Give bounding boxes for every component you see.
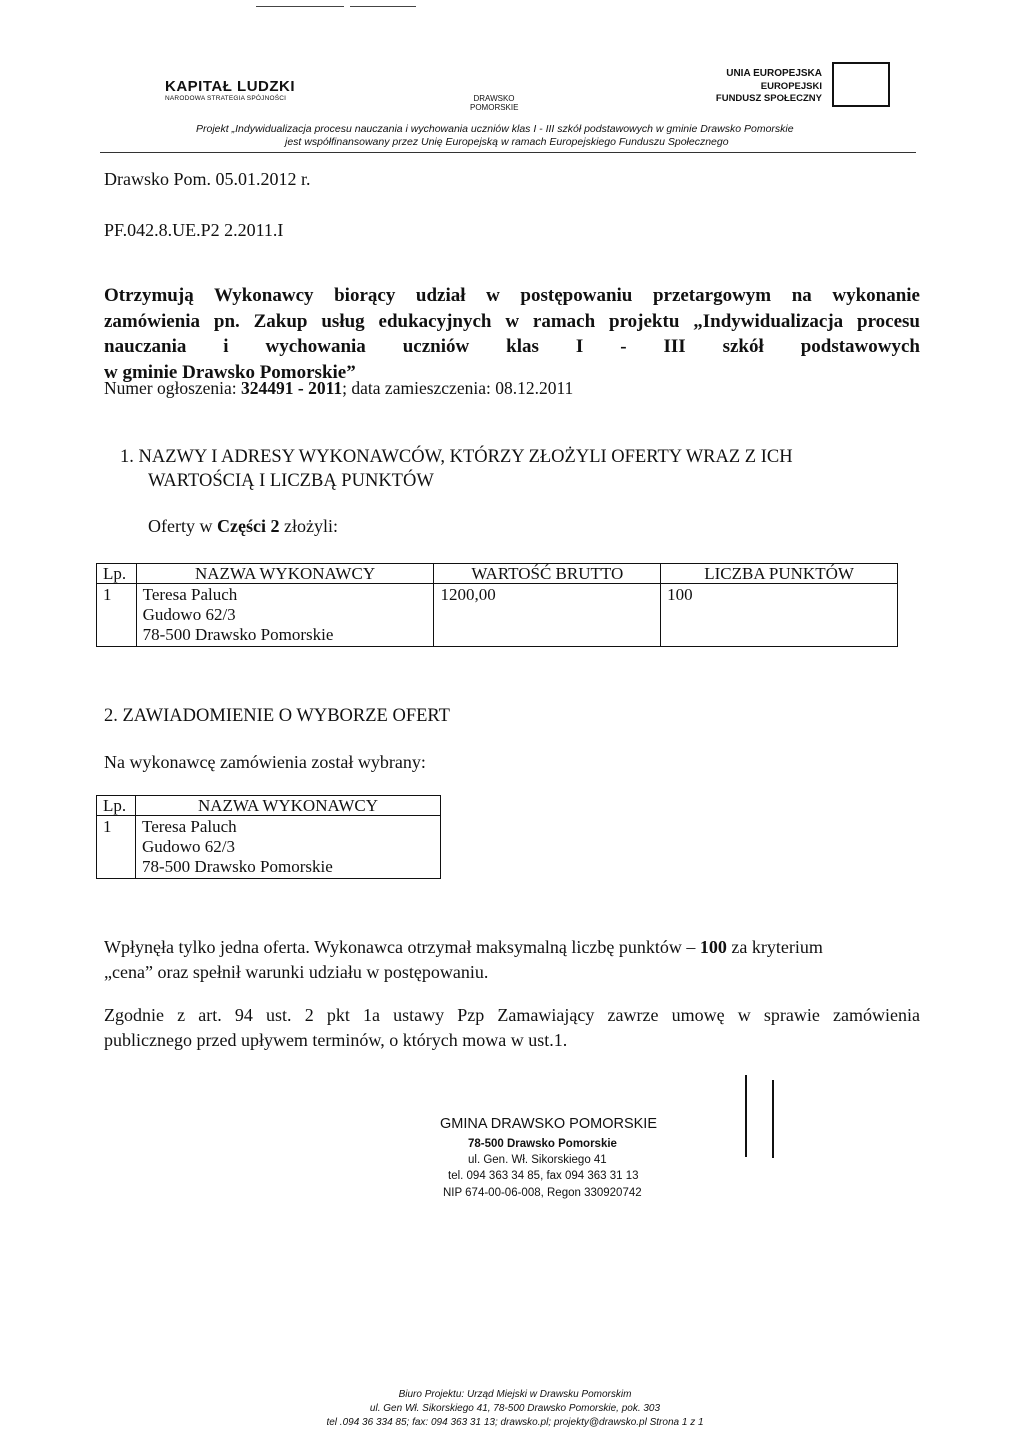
stamp-line4: tel. 094 363 34 85, fax 094 363 31 13	[448, 1170, 639, 1182]
drawsko-logo-line1: DRAWSKO	[473, 94, 515, 103]
selected-label: Na wykonawcę zamówienia został wybrany:	[104, 752, 426, 772]
conclusion-p1-line1	[104, 935, 823, 959]
contractor-address1: Gudowo 62/3	[142, 605, 236, 624]
intro-line3: nauczania i wychowania uczniów klas I - III szkół podstawowych	[104, 336, 920, 357]
offers-table	[96, 563, 898, 647]
col-header-name: NAZWA WYKONAWCY	[136, 796, 441, 816]
footer-line2: ul. Gen Wł. Sikorskiego 41, 78-500 Drawsko Pomorskie, pok. 303	[369, 1403, 661, 1414]
contractor-name: Teresa Paluch	[142, 585, 238, 604]
selected-table	[96, 795, 441, 879]
offers-part: Części 2	[216, 516, 280, 536]
date-place: Drawsko Pom. 05.01.2012 r.	[104, 169, 311, 189]
cell-lp: 1	[97, 584, 137, 647]
conclusion-p1-line2: „cena” oraz spełnił warunki udziału w postępowaniu.	[104, 962, 489, 982]
notice-info	[104, 376, 573, 400]
cell-name	[136, 584, 434, 647]
stamp-line3: ul. Gen. Wł. Sikorskiego 41	[468, 1154, 607, 1166]
header-divider	[100, 152, 916, 153]
scan-line	[350, 6, 416, 7]
notice-number: 324491 - 2011	[241, 378, 343, 398]
table-row	[97, 584, 898, 647]
offers-suffix: złożyli:	[279, 516, 338, 536]
cell-name	[136, 816, 441, 879]
notice-suffix: ; data zamieszczenia: 08.12.2011	[342, 378, 574, 398]
table-row	[97, 816, 441, 879]
drawsko-logo-line2: POMORSKIE	[470, 103, 519, 112]
project-info-line2: jest współfinansowany przez Unię Europejską w ramach Europejskiego Funduszu Społecznego	[285, 136, 729, 148]
intro-line4: w gminie Drawsko Pomorskie”	[104, 362, 356, 383]
scan-line	[256, 6, 344, 7]
stamp-line2: 78-500 Drawsko Pomorskie	[468, 1138, 617, 1150]
footer-line1: Biuro Projektu: Urząd Miejski w Drawsku Pomorskim	[398, 1389, 632, 1400]
conclusion-p2-line2: publicznego przed upływem terminów, o których mowa w ust.1.	[104, 1030, 568, 1050]
col-header-value: WARTOŚĆ BRUTTO	[434, 564, 661, 584]
notice-prefix: Numer ogłoszenia:	[104, 378, 242, 398]
intro-line2: zamówienia pn. Zakup usług edukacyjnych w ramach projektu „Indywidualizacja procesu	[104, 311, 920, 332]
kapital-ludzki-logo-title: KAPITAŁ LUDZKI	[165, 78, 296, 95]
conclusion-points: 100	[699, 937, 727, 957]
col-header-lp: Lp.	[97, 564, 137, 584]
kapital-ludzki-logo-subtitle: NARODOWA STRATEGIA SPÓJNOŚCI	[165, 95, 287, 102]
eu-flag-icon	[832, 62, 890, 107]
offers-prefix: Oferty w	[148, 516, 217, 536]
eu-logo-line1: UNIA EUROPEJSKA	[726, 68, 822, 79]
intro-line1: Otrzymują Wykonawcy biorący udział w postępowaniu przetargowym na wykonanie	[104, 285, 920, 306]
contractor-address2: 78-500 Drawsko Pomorskie	[142, 625, 334, 644]
cell-points: 100	[661, 584, 898, 647]
contractor-address2: 78-500 Drawsko Pomorskie	[142, 857, 333, 876]
project-info-line1: Projekt „Indywidualizacja procesu nauczania i wychowania uczniów klas I - III szkół podstawowych w gminie Drawsko Pomorskie	[196, 123, 794, 135]
cell-value: 1200,00	[434, 584, 661, 647]
section2-heading: 2. ZAWIADOMIENIE O WYBORZE OFERT	[104, 706, 450, 726]
col-header-lp: Lp.	[97, 796, 136, 816]
conclusion-p2-line1: Zgodnie z art. 94 ust. 2 pkt 1a ustawy Pzp Zamawiający zawrze umowę w sprawie zamówienia	[104, 1005, 920, 1025]
stamp-line5: NIP 674-00-06-008, Regon 330920742	[443, 1187, 642, 1199]
footer-page-number: Strona 1 z 1	[646, 1417, 704, 1428]
contractor-address1: Gudowo 62/3	[142, 837, 236, 856]
offers-label	[148, 514, 338, 538]
conclusion-prefix: Wpłynęła tylko jedna oferta. Wykonawca otrzymał maksymalną liczbę punktów –	[104, 937, 700, 957]
section1-heading-line1: 1. NAZWY I ADRESY WYKONAWCÓW, KTÓRZY ZŁOŻYLI OFERTY WRAZ Z ICH	[120, 447, 793, 467]
cell-lp: 1	[97, 816, 136, 879]
contractor-name: Teresa Paluch	[142, 817, 237, 836]
table-header-row	[97, 564, 898, 584]
eu-logo-line3: FUNDUSZ SPOŁECZNY	[715, 93, 822, 104]
eu-logo-line2: EUROPEJSKI	[760, 81, 822, 92]
table-header-row	[97, 796, 441, 816]
conclusion-suffix: za kryterium	[726, 937, 823, 957]
reference-number: PF.042.8.UE.P2 2.2011.I	[104, 220, 284, 240]
signature-mark	[772, 1080, 774, 1158]
col-header-points: LICZBA PUNKTÓW	[661, 564, 898, 584]
section1-heading-line2: WARTOŚCIĄ I LICZBĄ PUNKTÓW	[148, 471, 434, 491]
stamp-line1: GMINA DRAWSKO POMORSKIE	[440, 1116, 657, 1132]
col-header-name: NAZWA WYKONAWCY	[136, 564, 434, 584]
footer-line3: tel .094 36 334 85; fax: 094 363 31 13; drawsko.pl; projekty@drawsko.pl Strona 1 z 1	[326, 1417, 704, 1428]
signature-mark	[745, 1075, 747, 1157]
